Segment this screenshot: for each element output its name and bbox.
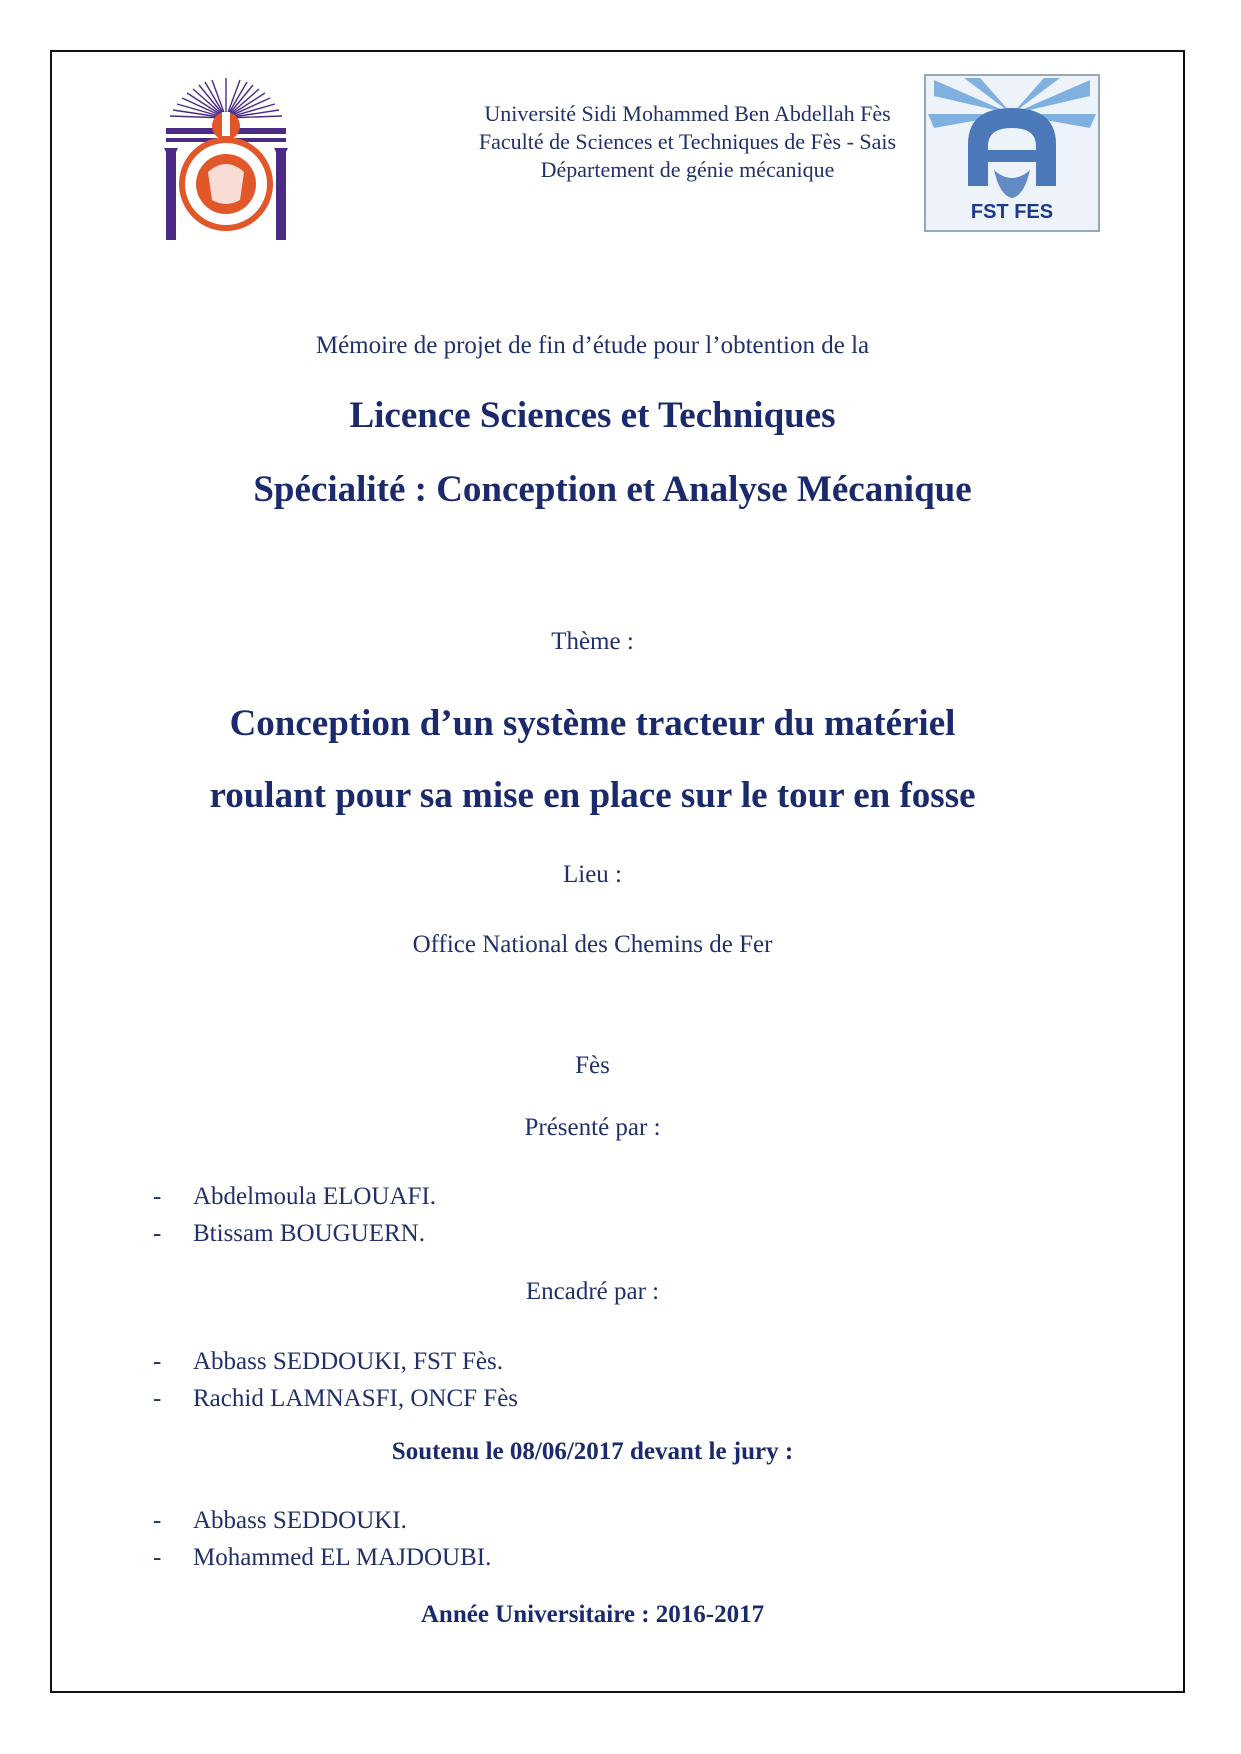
presenter-name: Btissam BOUGUERN. — [193, 1220, 425, 1247]
presented-label: Présenté par : — [524, 1114, 661, 1141]
specialty-title: Spécialité : Conception et Analyse Mécanique — [253, 469, 972, 510]
faculty-name: Faculté de Sciences et Techniques de Fès - Sais — [478, 129, 897, 154]
jury-list — [153, 1502, 491, 1576]
presenters-list — [153, 1178, 436, 1252]
theme-line: Conception d’un système tracteur du matériel — [229, 703, 956, 744]
academic-year: Année Universitaire : 2016-2017 — [420, 1601, 765, 1628]
theme-label: Thème : — [551, 628, 634, 655]
list-item: - Rachid LAMNASFI, ONCF Fès — [153, 1385, 519, 1412]
supervisors-list — [153, 1343, 518, 1417]
list-item: - Abbass SEDDOUKI. — [153, 1507, 407, 1534]
supervisor-name: Rachid LAMNASFI, ONCF Fès — [193, 1385, 519, 1412]
jury-member: Mohammed EL MAJDOUBI. — [193, 1544, 492, 1571]
list-item: - Abbass SEDDOUKI, FST Fès. — [153, 1348, 503, 1375]
list-item: - Mohammed EL MAJDOUBI. — [153, 1544, 492, 1571]
department-name: Département de génie mécanique — [540, 157, 835, 182]
supervised-label: Encadré par : — [525, 1278, 660, 1305]
place-name: Office National des Chemins de Fer — [412, 931, 773, 958]
fst-logo-text: FST FES — [970, 201, 1054, 223]
list-item: - Btissam BOUGUERN. — [153, 1220, 425, 1247]
theme-line: roulant pour sa mise en place sur le tour en fosse — [209, 775, 976, 816]
city-name: Fès — [575, 1052, 610, 1079]
intro-text: Mémoire de projet de fin d’étude pour l’obtention de la — [315, 332, 870, 359]
place-label: Lieu : — [562, 861, 622, 888]
jury-member: Abbass SEDDOUKI. — [193, 1507, 407, 1534]
supervisor-name: Abbass SEDDOUKI, FST Fès. — [193, 1348, 503, 1375]
degree-title: Licence Sciences et Techniques — [349, 395, 836, 436]
theme-title — [25, 688, 1160, 832]
presenter-name: Abdelmoula ELOUAFI. — [193, 1183, 437, 1210]
defense-line: Soutenu le 08/06/2017 devant le jury : — [391, 1438, 794, 1465]
university-header — [120, 100, 1241, 184]
list-item: - Abdelmoula ELOUAFI. — [153, 1183, 437, 1210]
university-name: Université Sidi Mohammed Ben Abdellah Fès — [484, 101, 891, 126]
